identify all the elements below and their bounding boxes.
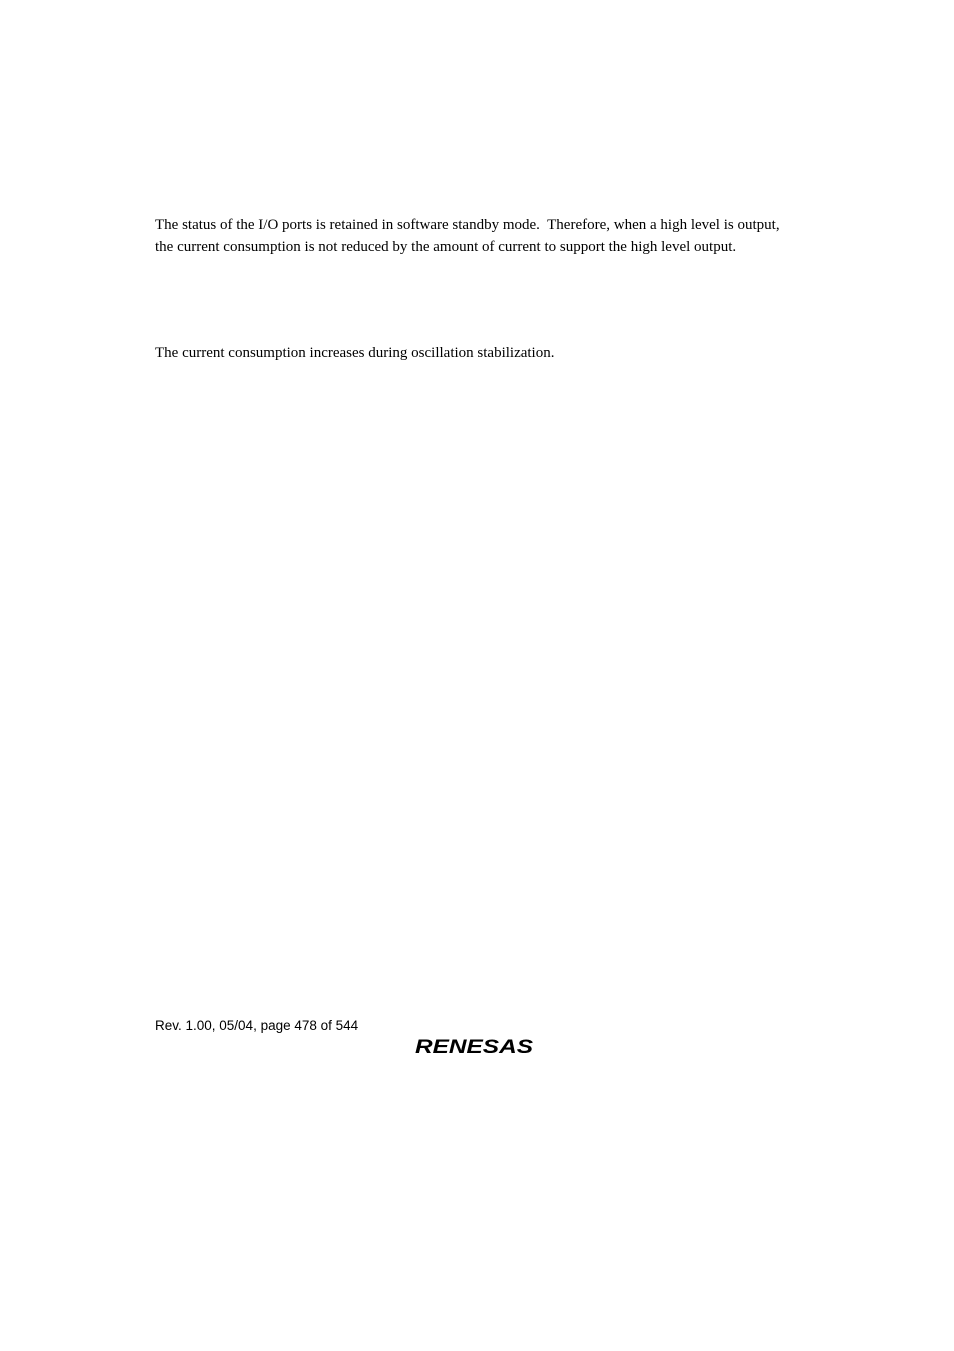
paragraph-io-port-status: The status of the I/O ports is retained in software standby mode. Therefore, when a high level is output, the current consumption is not reduced by the amount of current to support the high level output.: [155, 217, 784, 255]
paragraph-oscillation-stabilization: The current consumption increases during oscillation stabilization.: [155, 345, 555, 361]
footer-revision: Rev. 1.00, 05/04, page 478 of 544: [155, 1018, 359, 1033]
renesas-logo: [413, 1035, 535, 1057]
renesas-logo-text: RENESAS: [415, 1037, 534, 1057]
